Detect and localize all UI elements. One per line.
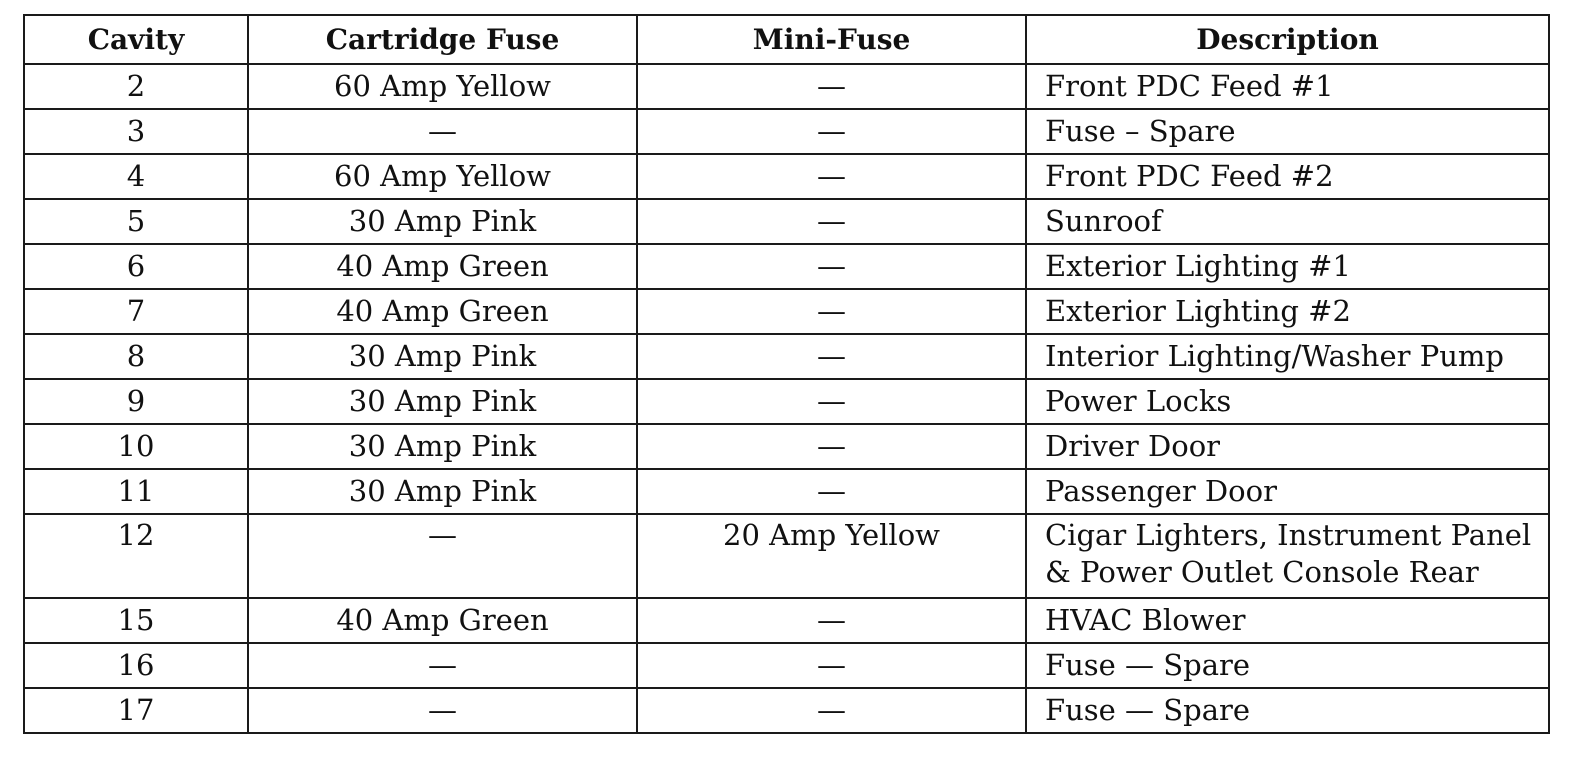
cell-mini: — [637,379,1026,424]
cell-mini: — [637,109,1026,154]
header-description: Description [1026,15,1549,64]
cell-mini: — [637,598,1026,643]
cell-cartridge: 30 Amp Pink [248,199,637,244]
cell-description: Sunroof [1026,199,1549,244]
table-row [24,64,1549,109]
cell-cartridge: 30 Amp Pink [248,424,637,469]
cell-cavity: 5 [24,199,248,244]
cell-mini: — [637,64,1026,109]
cell-cartridge: 40 Amp Green [248,598,637,643]
table-row [24,109,1549,154]
cell-description: Front PDC Feed #2 [1026,154,1549,199]
cell-cartridge: 40 Amp Green [248,289,637,334]
header-row [24,15,1549,64]
cell-cavity: 17 [24,688,248,733]
cell-description: Fuse — Spare [1026,688,1549,733]
cell-cartridge: 30 Amp Pink [248,469,637,514]
cell-cartridge: — [248,109,637,154]
cell-mini: — [637,334,1026,379]
cell-description: Driver Door [1026,424,1549,469]
cell-cavity: 11 [24,469,248,514]
cell-mini: — [637,424,1026,469]
header-cartridge-fuse: Cartridge Fuse [248,15,637,64]
cell-description: Fuse — Spare [1026,643,1549,688]
cell-cavity: 3 [24,109,248,154]
cell-description: Exterior Lighting #1 [1026,244,1549,289]
cell-description: Power Locks [1026,379,1549,424]
table-row [24,289,1549,334]
table-row [24,379,1549,424]
table-row [24,514,1549,598]
cell-cavity: 10 [24,424,248,469]
fuse-table [23,14,1550,734]
cell-mini: — [637,244,1026,289]
cell-cartridge: — [248,688,637,733]
table-row [24,334,1549,379]
cell-cavity: 12 [24,514,248,598]
cell-cartridge: — [248,643,637,688]
cell-cartridge: 30 Amp Pink [248,379,637,424]
cell-cavity: 6 [24,244,248,289]
cell-mini: — [637,154,1026,199]
cell-description: Fuse – Spare [1026,109,1549,154]
table-row [24,199,1549,244]
table-row [24,244,1549,289]
cell-cavity: 15 [24,598,248,643]
cell-description: Cigar Lighters, Instrument Panel & Power Outlet Console Rear [1026,514,1549,598]
cell-mini: — [637,199,1026,244]
cell-cartridge: 40 Amp Green [248,244,637,289]
cell-cartridge: 60 Amp Yellow [248,64,637,109]
cell-cavity: 7 [24,289,248,334]
cell-cavity: 8 [24,334,248,379]
cell-mini: — [637,643,1026,688]
cell-cartridge: 60 Amp Yellow [248,154,637,199]
table-row [24,424,1549,469]
table-row [24,688,1549,733]
cell-mini: — [637,688,1026,733]
cell-description: Interior Lighting/Washer Pump [1026,334,1549,379]
cell-mini: — [637,469,1026,514]
cell-cavity: 9 [24,379,248,424]
cell-cartridge: 30 Amp Pink [248,334,637,379]
cell-cavity: 16 [24,643,248,688]
cell-cavity: 2 [24,64,248,109]
cell-cartridge: — [248,514,637,598]
table-row [24,154,1549,199]
cell-description: Exterior Lighting #2 [1026,289,1549,334]
cell-description: Passenger Door [1026,469,1549,514]
cell-mini: — [637,289,1026,334]
cell-cavity: 4 [24,154,248,199]
cell-mini: 20 Amp Yellow [637,514,1026,598]
header-mini-fuse: Mini-Fuse [637,15,1026,64]
cell-description: Front PDC Feed #1 [1026,64,1549,109]
header-cavity: Cavity [24,15,248,64]
table-row [24,598,1549,643]
cell-description: HVAC Blower [1026,598,1549,643]
table-row [24,469,1549,514]
table-row [24,643,1549,688]
